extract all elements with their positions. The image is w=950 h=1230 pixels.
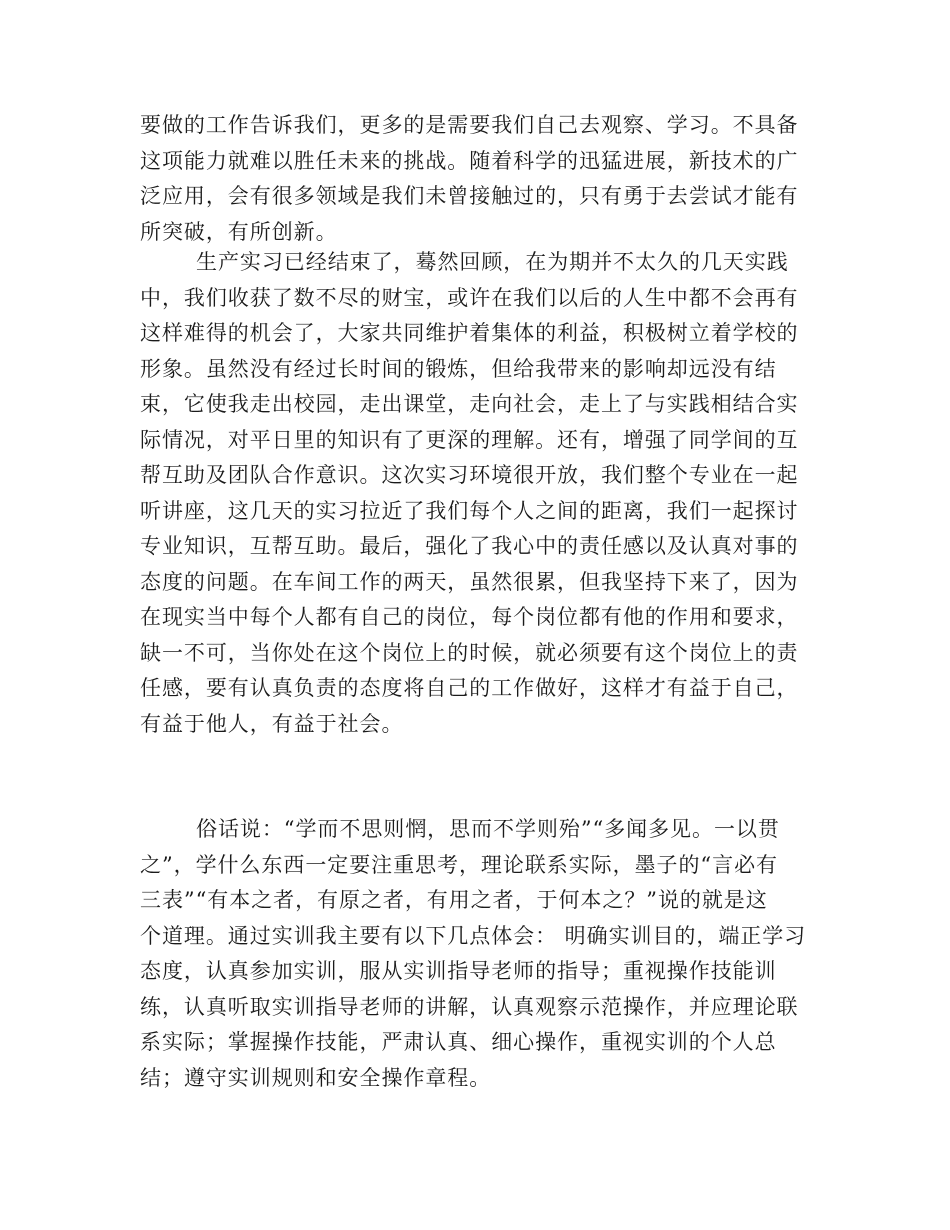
paragraph-line: 束，它使我走出校园，走出课堂，走向社会，走上了与实践相结合实	[140, 392, 799, 416]
paragraph-line: 态度的问题。在车间工作的两天，虽然很累，但我坚持下来了，因为	[140, 569, 799, 594]
paragraph-line: 缺一不可，当你处在这个岗位上的时候，就必须要有这个岗位上的责	[140, 640, 799, 665]
paragraph-line: 这项能力就难以胜任未来的挑战。随着科学的迅猛进展，新技术的广	[140, 148, 799, 173]
paragraph-line: 听讲座，这几天的实习拉近了我们每个人之间的距离，我们一起探讨	[140, 498, 799, 523]
paragraph-line: 要做的工作告诉我们，更多的是需要我们自己去观察、学习。不具备	[140, 113, 799, 137]
paragraph-line: 个道理。通过实训我主要有以下几点体会： 明确实训目的，端正学习	[140, 923, 807, 948]
paragraph-line: 专业知识，互帮互助。最后，强化了我心中的责任感以及认真对事的	[140, 534, 799, 558]
paragraph-line: 中，我们收获了数不尽的财宝，或许在我们以后的人生中都不会再有	[140, 285, 799, 310]
paragraph-line: 所突破，有所创新。	[140, 219, 338, 244]
paragraph-line: 态度，认真参加实训，服从实训指导老师的指导；重视操作技能训	[140, 959, 777, 983]
paragraph-line: 生产实习已经结束了，蓦然回顾，在为期并不太久的几天实践	[196, 250, 789, 274]
paragraph-line: 有益于他人，有益于社会。	[140, 711, 404, 736]
paragraph-line: 这样难得的机会了，大家共同维护着集体的利益，积极树立着学校的	[140, 321, 799, 345]
paragraph-line: 系实际；掌握操作技能，严肃认真、细心操作，重视实训的个人总	[140, 1030, 777, 1054]
paragraph-2	[140, 245, 820, 742]
paragraph-line: 之”，学什么东西一定要注重思考，理论联系实际，墨子的“言必有	[140, 852, 778, 877]
paragraph-line: 练，认真听取实训指导老师的讲解，认真观察示范操作，并应理论联	[140, 994, 799, 1019]
paragraph-line: 泛应用，会有很多领域是我们未曾接触过的，只有勇于去尝试才能有	[140, 184, 799, 208]
paragraph-line: 俗话说：“学而不思则惘，思而不学则殆”“多闻多见。一以贯	[196, 817, 780, 841]
paragraph-line: 形象。虽然没有经过长时间的锻炼，但给我带来的影响却远没有结	[140, 356, 777, 381]
paragraph-3	[140, 812, 820, 1096]
paragraph-line: 在现实当中每个人都有自己的岗位，每个岗位都有他的作用和要求，	[140, 605, 799, 629]
paragraph-1	[140, 108, 820, 250]
paragraph-line: 帮互助及团队合作意识。这次实习环境很开放，我们整个专业在一起	[140, 463, 799, 487]
paragraph-line: 际情况，对平日里的知识有了更深的理解。还有，增强了同学间的互	[140, 427, 799, 452]
paragraph-line: 三表”“有本之者，有原之者，有用之者，于何本之？”说的就是这	[140, 888, 768, 912]
paragraph-line: 结；遵守实训规则和安全操作章程。	[140, 1065, 492, 1090]
paragraph-line: 任感，要有认真负责的态度将自己的工作做好，这样才有益于自己，	[140, 676, 799, 700]
